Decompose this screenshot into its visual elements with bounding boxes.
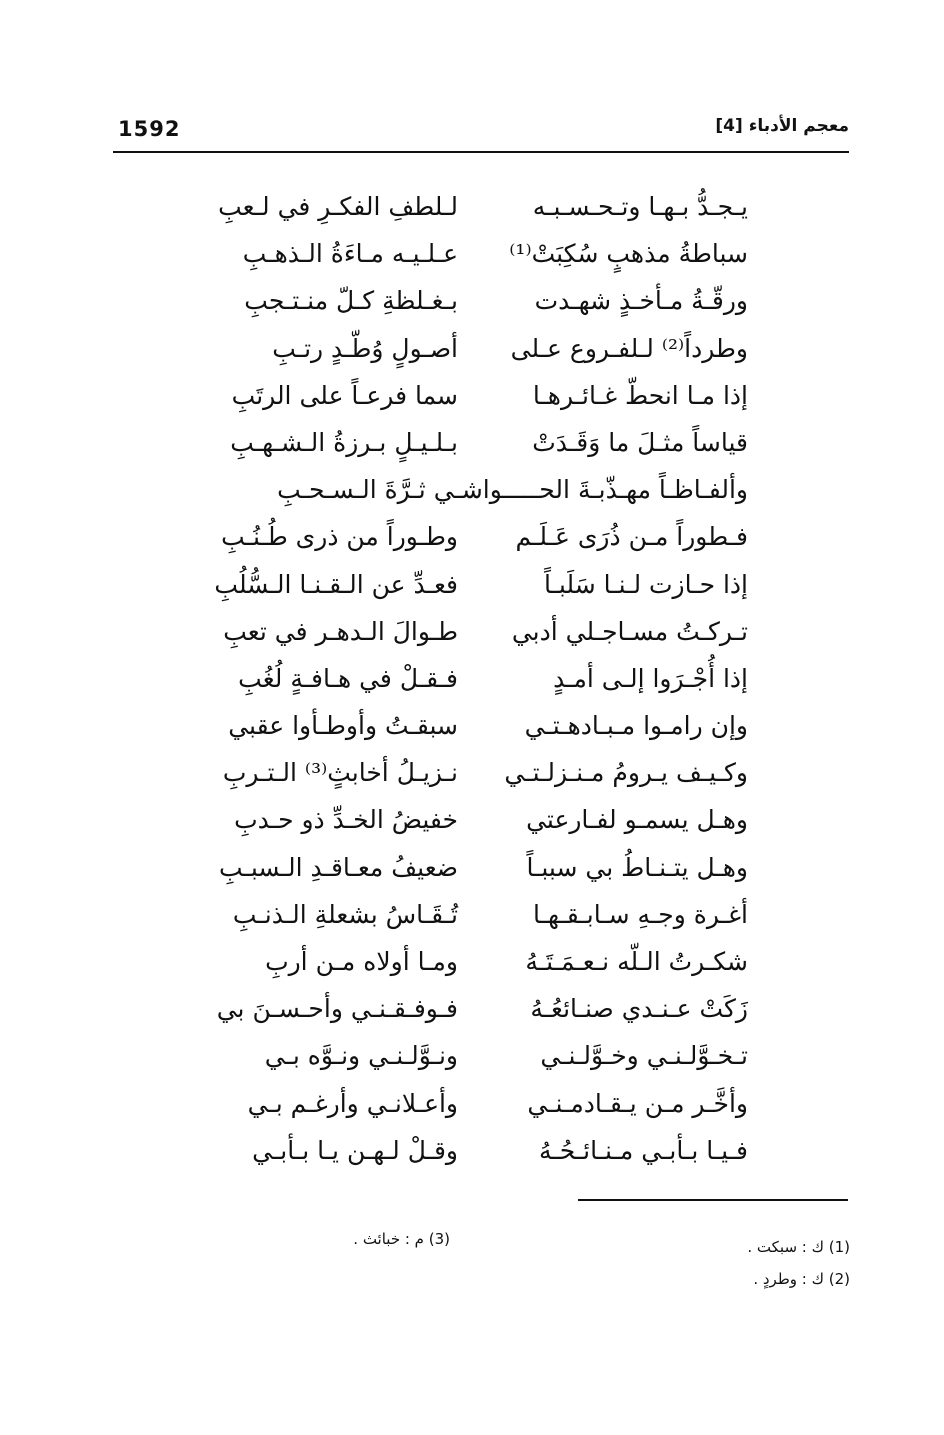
verse-second-hemistich: ونـوَّلـنـي ونـوَّه بـي xyxy=(264,1041,458,1071)
verse-first-hemistich: شكـرتُ الـلّه نـعـمَـتَـهُ xyxy=(525,947,748,976)
verse xyxy=(208,183,748,230)
footnote-3: (3) م : خبائث . xyxy=(353,1230,450,1248)
verse xyxy=(208,655,748,702)
verse xyxy=(208,1032,748,1079)
verse xyxy=(208,277,748,324)
verse-second-hemistich: سبقـتُ وأوطـأوا عقبي xyxy=(228,711,458,741)
verse-first-hemistich: سباطةُ مذهبٍ سُكِبَتْ⁽¹⁾ xyxy=(509,239,748,269)
verse-first-hemistich: فـيـا بـأبـي مـنـائـحُـهُ xyxy=(538,1135,748,1165)
poem xyxy=(208,183,748,1174)
verse-first-hemistich: فـطوراً مـن ذُرَى عَـلَـم xyxy=(515,522,748,552)
verse xyxy=(208,702,748,749)
verse xyxy=(208,1080,748,1127)
verse-second-hemistich: فعـدِّ عن الـقـنـا الـسُّلُبِ xyxy=(214,569,458,599)
verse xyxy=(208,1127,748,1174)
verse xyxy=(208,372,748,419)
verse-first-hemistich: إذا أُجْـرَوا إلـى أمـدٍ xyxy=(553,663,748,693)
verse xyxy=(208,891,748,938)
verse-second-hemistich: وطـوراً من ذرى طُـنُـبِ xyxy=(221,522,458,552)
verse xyxy=(208,749,748,796)
verse-second-hemistich: ومـا أولاه مـن أربِ xyxy=(265,947,458,976)
verse-second-hemistich: وأعـلانـي وأرغـم بـي xyxy=(247,1088,458,1118)
verse-second-hemistich: خفيضُ الخـدِّ ذو حـدبِ xyxy=(234,805,458,835)
verse xyxy=(208,938,748,985)
verse-first-hemistich: يـجـدُّ بـهـا وتـحـسـبـه xyxy=(532,192,748,221)
verse-first-hemistich: تـركـتُ مسـاجـلي أدبي xyxy=(511,616,748,646)
verse xyxy=(208,844,748,891)
footnote-1: (1) ك : سبكت . xyxy=(747,1238,850,1256)
verse-second-hemistich: تُـقَـاسُ بشعلةِ الـذنـبِ xyxy=(232,899,458,929)
verse-first-hemistich: ورقّـةُ مـأخـذٍ شهـدت xyxy=(534,286,748,316)
verse-second-hemistich: فـوفـقـنـي وأحـسـنَ بي xyxy=(216,994,458,1024)
verse-second-hemistich: وقـلْ لـهـن يـا بـأبـي xyxy=(252,1135,458,1165)
verse xyxy=(208,230,748,277)
footnote-2: (2) ك : وطردٍ . xyxy=(753,1270,850,1288)
verse xyxy=(208,466,748,513)
page-header xyxy=(113,112,849,148)
verse-first-hemistich: وهـل يتـنـاطُ بي سببـاً xyxy=(526,852,748,882)
verse-first-hemistich: زَكَتْ عـنـدي صنـائعُـهُ xyxy=(530,994,748,1024)
verse-first-hemistich: وكـيـف يـرومُ مـنـزلـتـي xyxy=(504,758,748,788)
verse-joined: وألفـاظـاً مهـذّبـةَ الحـــــواشـي ثـرَّةَ الـسـحـبِ xyxy=(277,475,748,505)
verse xyxy=(208,325,748,372)
verse xyxy=(208,608,748,655)
verse-first-hemistich: وإن رامـوا مـبـادهـتـي xyxy=(524,711,748,741)
verse-first-hemistich: وطرداً⁽²⁾ لـلفـروع عـلى xyxy=(510,333,748,363)
verse-first-hemistich: وهـل يسمـو لفـارعتي xyxy=(526,805,748,835)
running-title: معجم الأدباء [4] xyxy=(715,116,849,136)
verse-second-hemistich: سما فرعـاً على الرتَبِ xyxy=(231,380,458,410)
verse-second-hemistich: فـقـلْ في هـافـةٍ لُغُبِ xyxy=(238,663,458,693)
verse-second-hemistich: طـوالَ الـدهـر في تعبِ xyxy=(223,616,458,646)
verse-first-hemistich: وأخَّـر مـن يـقـادمـنـي xyxy=(527,1088,748,1118)
verse-first-hemistich: إذا حـازت لـنـا سَلَبـاً xyxy=(543,569,748,599)
verse-second-hemistich: نـزيـلُ أخابثٍ⁽³⁾ الـتـربِ xyxy=(222,758,458,788)
verse xyxy=(208,985,748,1032)
verse-second-hemistich: عـلـيـه مـاءَةُ الـذهـبِ xyxy=(242,239,458,269)
verse-first-hemistich: قياساً مثـلَ ما وَقَـدَتْ xyxy=(532,427,748,457)
verse-second-hemistich: أصـولٍ وُطّـدٍ رتـبِ xyxy=(272,333,458,363)
header-rule xyxy=(113,151,849,153)
verse-second-hemistich: بـلـيـلٍ بـرزةُ الـشـهـبِ xyxy=(230,427,458,457)
verse-second-hemistich: لـلطفِ الفكـرِ في لـعبِ xyxy=(218,192,458,221)
verse-second-hemistich: بـغـلظةِ كـلّ منـتـجبِ xyxy=(244,286,458,316)
verse-first-hemistich: تـخـوَّلـنـي وخـوَّلـنـي xyxy=(540,1041,748,1071)
footnote-rule xyxy=(578,1199,848,1201)
page-number: 1592 xyxy=(118,117,181,141)
verse xyxy=(208,796,748,843)
verse xyxy=(208,561,748,608)
verse xyxy=(208,419,748,466)
verse-first-hemistich: أغـرة وجـهِ سـابـقـهـا xyxy=(533,899,748,929)
verse xyxy=(208,513,748,560)
verse-first-hemistich: إذا مـا انحطّ غـائـرهـا xyxy=(532,380,748,410)
verse-second-hemistich: ضعيفُ معـاقـدِ الـسبـبِ xyxy=(218,852,458,882)
